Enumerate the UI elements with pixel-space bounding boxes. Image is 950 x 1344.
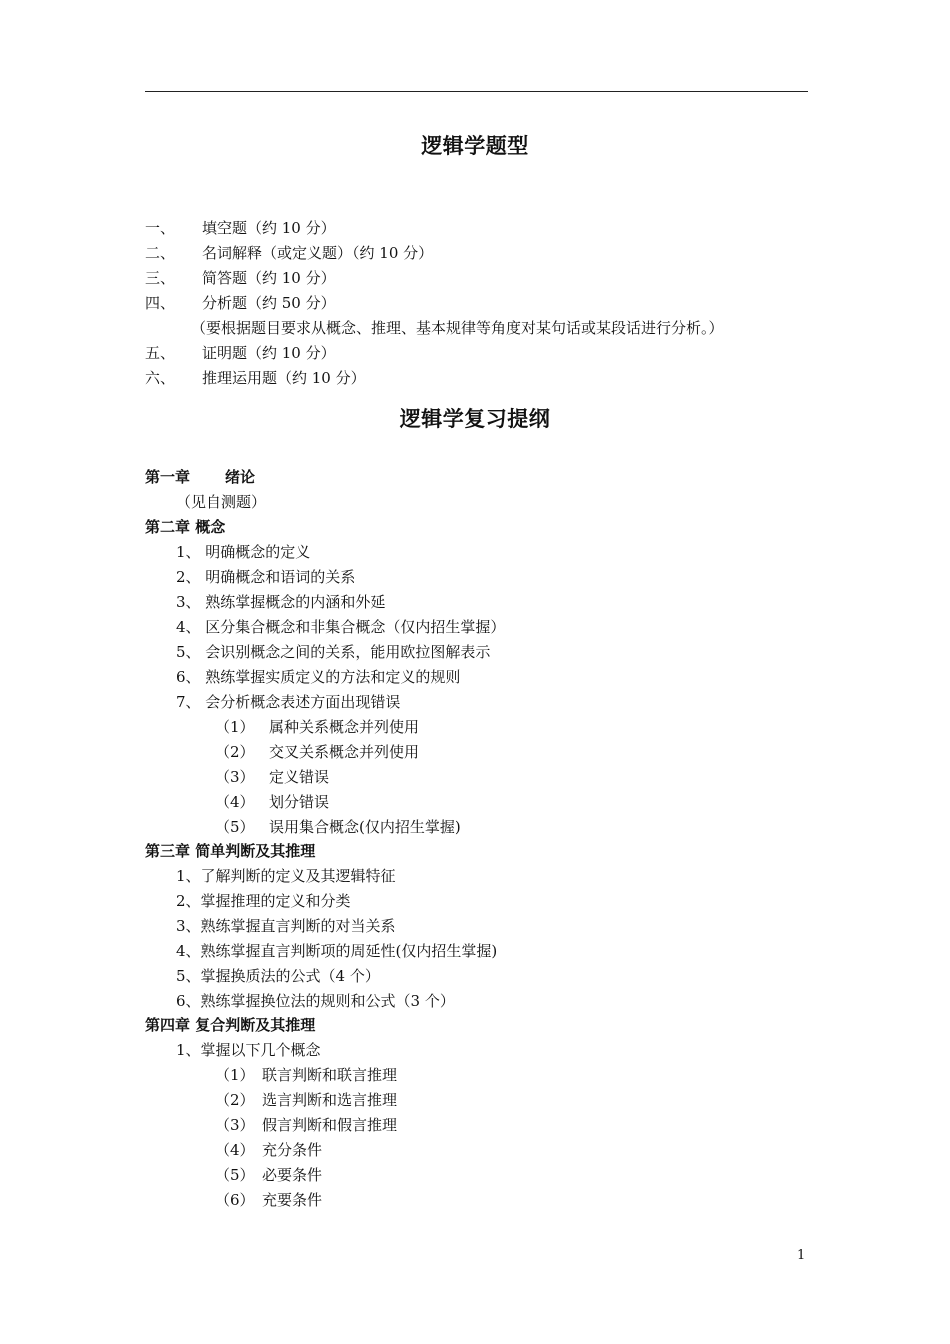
outline-subitem: （1） 属种关系概念并列使用 [215, 718, 420, 736]
page-number: 1 [797, 1248, 806, 1263]
outline-item: 6、熟练掌握换位法的规则和公式（3 个） [176, 992, 455, 1010]
header-rule [145, 91, 808, 92]
outline-subitem: （3） 假言判断和假言推理 [215, 1116, 398, 1134]
chapter-heading: 第四章 复合判断及其推理 [145, 1016, 316, 1034]
outline-subitem: （2） 选言判断和选言推理 [215, 1091, 398, 1109]
chapter-heading: 第一章 绪论 [145, 468, 256, 486]
outline-subitem: （5） 必要条件 [215, 1166, 323, 1184]
outline-item: 5、 会识别概念之间的关系，能用欧拉图解表示 [176, 643, 491, 661]
outline-subitem: （4） 充分条件 [215, 1141, 323, 1159]
type-item: 四、 分析题（约 50 分） [145, 294, 336, 312]
outline-subitem: （6） 充要条件 [215, 1191, 323, 1209]
outline-item: 1、掌握以下几个概念 [176, 1041, 321, 1059]
type-note: （要根据题目要求从概念、推理、基本规律等角度对某句话或某段话进行分析。） [191, 319, 724, 337]
outline-subitem: （3） 定义错误 [215, 768, 330, 786]
chapter-note: （见自测题） [176, 493, 267, 511]
type-item: 二、 名词解释（或定义题）（约 10 分） [145, 244, 434, 262]
outline-subitem: （4） 划分错误 [215, 793, 330, 811]
outline-subitem: （1） 联言判断和联言推理 [215, 1066, 398, 1084]
chapter-heading: 第二章 概念 [145, 518, 226, 536]
outline-subitem: （2） 交叉关系概念并列使用 [215, 743, 420, 761]
title-question-types: 逻辑学题型 [421, 134, 529, 158]
outline-item: 2、掌握推理的定义和分类 [176, 892, 351, 910]
outline-item: 2、 明确概念和语词的关系 [176, 568, 356, 586]
outline-item: 3、熟练掌握直言判断的对当关系 [176, 917, 396, 935]
type-item: 五、 证明题（约 10 分） [145, 344, 336, 362]
outline-subitem: （5） 误用集合概念(仅内招生掌握) [215, 818, 461, 836]
title-review-outline: 逻辑学复习提纲 [399, 407, 551, 431]
chapter-heading: 第三章 简单判断及其推理 [145, 842, 316, 860]
outline-item: 5、掌握换质法的公式（4 个） [176, 967, 380, 985]
outline-item: 1、 明确概念的定义 [176, 543, 311, 561]
outline-item: 4、熟练掌握直言判断项的周延性(仅内招生掌握) [176, 942, 498, 960]
type-item: 六、 推理运用题（约 10 分） [145, 369, 366, 387]
type-item: 一、 填空题（约 10 分） [145, 219, 336, 237]
outline-item: 7、 会分析概念表述方面出现错误 [176, 693, 401, 711]
outline-item: 4、 区分集合概念和非集合概念（仅内招生掌握） [176, 618, 506, 636]
outline-item: 6、 熟练掌握实质定义的方法和定义的规则 [176, 668, 461, 686]
type-item: 三、 简答题（约 10 分） [145, 269, 336, 287]
outline-item: 3、 熟练掌握概念的内涵和外延 [176, 593, 386, 611]
outline-item: 1、了解判断的定义及其逻辑特征 [176, 867, 396, 885]
